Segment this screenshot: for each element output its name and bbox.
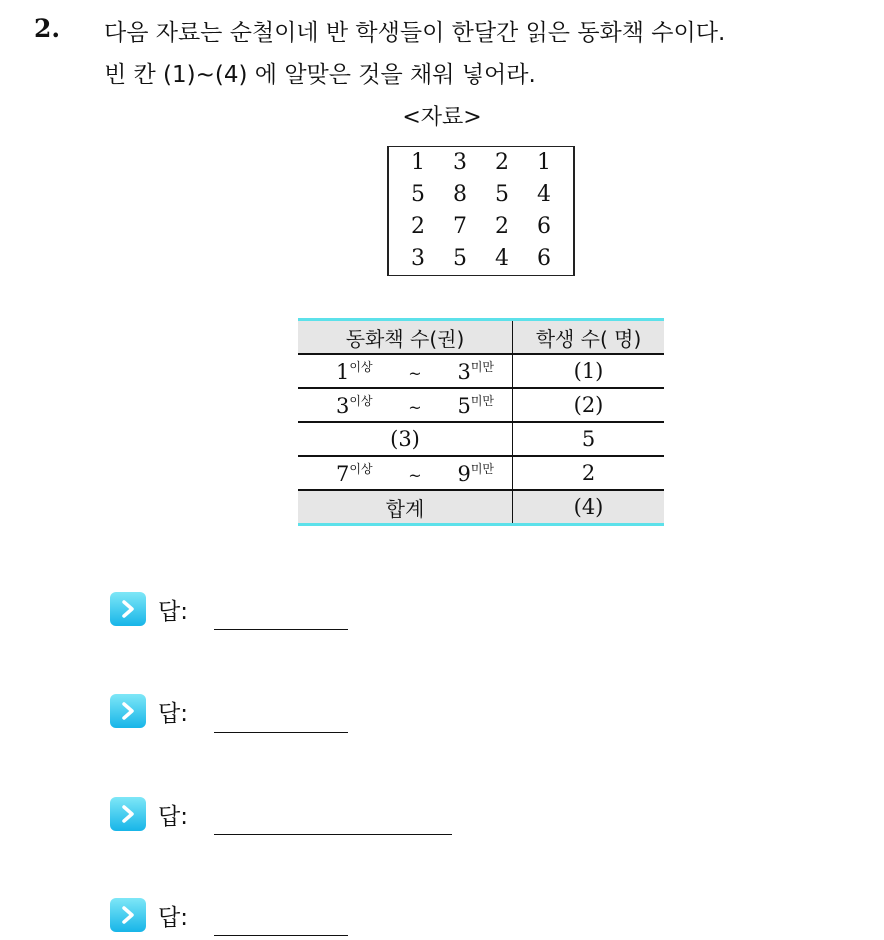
data-cell: 7: [453, 214, 467, 239]
question-text-line2: 빈 칸 (1)~(4) 에 알맞은 것을 채워 넣어라.: [104, 62, 536, 88]
class-interval: [298, 388, 513, 422]
answer-label: 답:: [158, 598, 188, 625]
data-row: [389, 243, 573, 275]
question-number: 2.: [34, 14, 61, 43]
answer-blank-4[interactable]: [214, 935, 348, 936]
tilde: ~: [408, 398, 422, 417]
table-row: [298, 354, 664, 388]
answer-blank-3[interactable]: [214, 834, 452, 835]
tilde: ~: [408, 466, 422, 485]
sup-lower: 이상: [349, 394, 373, 408]
table-row: [298, 422, 664, 456]
data-row: [389, 179, 573, 211]
total-label: 합계: [298, 490, 513, 525]
data-cell: 5: [495, 182, 509, 207]
frequency-table: [298, 318, 664, 526]
interval-to: 5: [457, 394, 471, 418]
data-cell: 8: [453, 182, 467, 207]
data-cell: 1: [411, 150, 425, 175]
interval-from: 3: [336, 394, 350, 418]
interval-from: 7: [336, 462, 350, 486]
student-count: (2): [513, 388, 665, 422]
data-table-title: <자료>: [402, 105, 482, 130]
data-cell: 6: [537, 246, 551, 271]
sup-upper: 미만: [470, 360, 494, 374]
data-cell: 5: [453, 246, 467, 271]
interval-to: 9: [457, 462, 471, 486]
answer-row-1: [110, 592, 188, 626]
data-cell: 3: [411, 246, 425, 271]
data-row: [389, 211, 573, 243]
answer-label: 답:: [158, 904, 188, 931]
question-text-line1: 다음 자료는 순철이네 반 학생들이 한달간 읽은 동화책 수이다.: [104, 20, 726, 46]
student-count: (1): [513, 354, 665, 388]
class-interval: [298, 456, 513, 490]
header-students: 학생 수( 명): [513, 320, 665, 355]
data-table: [387, 146, 575, 276]
class-interval: (3): [298, 422, 513, 456]
answer-row-2: [110, 694, 188, 728]
table-row: [298, 388, 664, 422]
data-cell: 4: [537, 182, 551, 207]
interval-to: 3: [457, 360, 471, 384]
student-count: 2: [513, 456, 665, 490]
data-row: [389, 147, 573, 179]
data-cell: 3: [453, 150, 467, 175]
answer-label: 답:: [158, 700, 188, 727]
data-cell: 4: [495, 246, 509, 271]
data-cell: 2: [495, 214, 509, 239]
answer-blank-1[interactable]: [214, 629, 348, 630]
answer-label: 답:: [158, 803, 188, 830]
total-row: [298, 490, 664, 525]
chevron-right-icon: [110, 694, 146, 728]
table-header-row: [298, 320, 664, 355]
data-cell: 1: [537, 150, 551, 175]
data-cell: 2: [411, 214, 425, 239]
interval-from: 1: [336, 360, 350, 384]
total-value: (4): [513, 490, 665, 525]
sup-lower: 이상: [349, 360, 373, 374]
chevron-right-icon: [110, 898, 146, 932]
data-cell: 6: [537, 214, 551, 239]
data-cell: 2: [495, 150, 509, 175]
answer-row-3: [110, 797, 188, 831]
sup-upper: 미만: [470, 462, 494, 476]
answer-row-4: [110, 898, 188, 932]
data-cell: 5: [411, 182, 425, 207]
class-interval: [298, 354, 513, 388]
header-books: 동화책 수(권): [298, 320, 513, 355]
sup-lower: 이상: [349, 462, 373, 476]
tilde: ~: [408, 364, 422, 383]
chevron-right-icon: [110, 797, 146, 831]
chevron-right-icon: [110, 592, 146, 626]
answer-blank-2[interactable]: [214, 732, 348, 733]
student-count: 5: [513, 422, 665, 456]
table-row: [298, 456, 664, 490]
sup-upper: 미만: [470, 394, 494, 408]
